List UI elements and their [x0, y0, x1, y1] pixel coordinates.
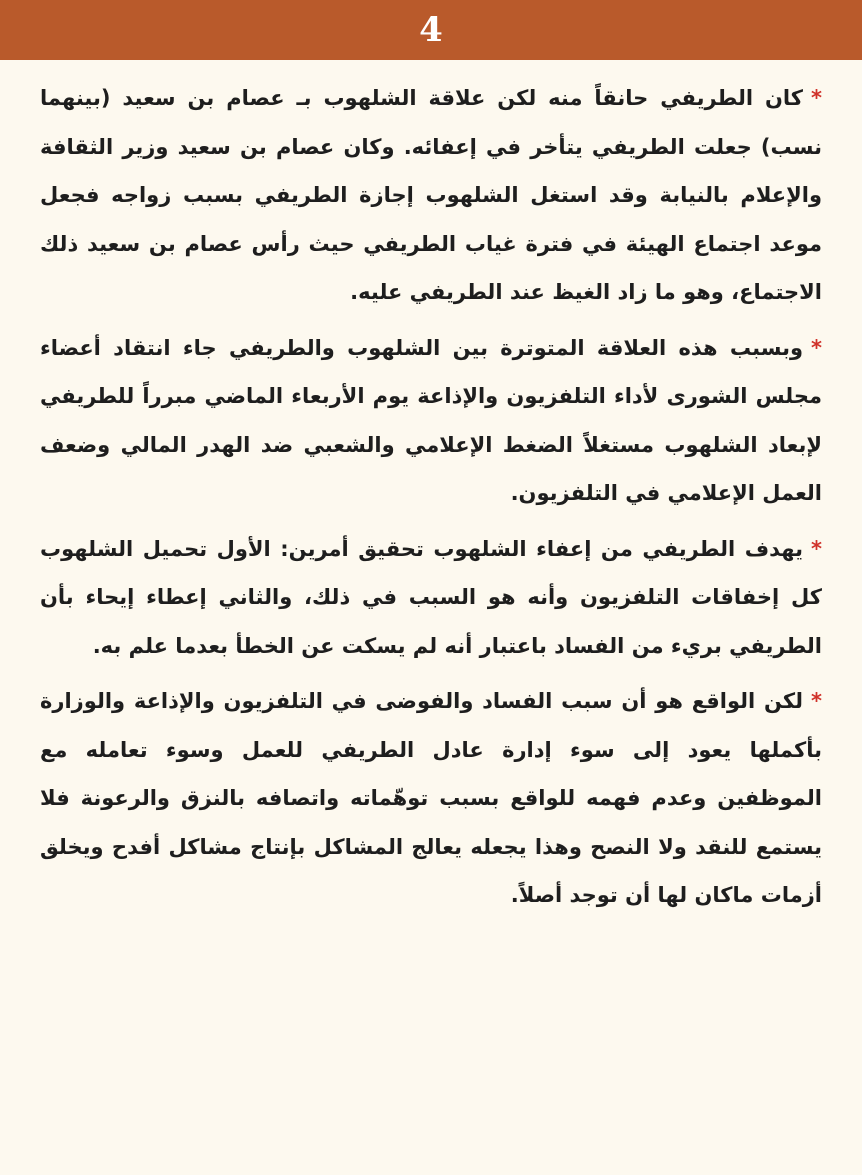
article-body	[0, 60, 862, 920]
bullet-marker: *	[811, 689, 822, 713]
page-header-bar	[0, 0, 862, 60]
bullet-marker: *	[811, 536, 822, 561]
paragraph-2	[40, 324, 822, 518]
paragraph-text: وبسبب هذه العلاقة المتوترة بين الشلهوب والطريفي جاء انتقاد أعضاء مجلس الشورى لأداء التلفزيون والإذاعة يوم الأربعاء الماضي مبرراً للطريفي لإبعاد الشلهوب مستغلاً الضغط الإعلامي والشعبي ضد الهدر المالي وضعف العمل الإعلامي في التلفزيون.	[40, 335, 822, 505]
bullet-marker: *	[811, 86, 822, 110]
paragraph-1	[40, 74, 822, 317]
paragraph-text: يهدف الطريفي من إعفاء الشلهوب تحقيق أمرين: الأول تحميل الشلهوب كل إخفاقات التلفزيون وأنه هو السبب في ذلك، والثاني إعطاء إيحاء بأن الطريفي بريء من الفساد باعتبار أنه لم يسكت عن الخطأ بعدما علم به.	[40, 536, 822, 658]
bullet-marker: *	[811, 335, 822, 360]
paragraph-4	[40, 677, 822, 920]
page-number: 4	[419, 10, 443, 50]
paragraph-text: كان الطريفي حانقاً منه لكن علاقة الشلهوب بـ عصام بن سعيد (بينهما نسب) جعلت الطريفي يتأخر في إعفائه. وكان عصام بن سعيد وزير الثقافة والإعلام بالنيابة وقد استغل الشلهوب إجازة الطريفي بسبب زواجه فجعل موعد اجتماع الهيئة في فترة غياب الطريفي حيث رأس عصام بن سعيد ذلك الاجتماع، وهو ما زاد الغيظ عند الطريفي عليه.	[40, 86, 822, 304]
paragraph-3	[40, 525, 822, 671]
paragraph-text: لكن الواقع هو أن سبب الفساد والفوضى في التلفزيون والإذاعة والوزارة بأكملها يعود إلى سوء إدارة عادل الطريفي للعمل وسوء تعامله مع الموظفين وعدم فهمه للواقع بسبب توهّماته واتصافه بالنزق والرعونة فلا يستمع للنقد ولا النصح وهذا يجعله يعالج المشاكل بإنتاج مشاكل أفدح ويخلق أزمات ماكان لها أن توجد أصلاً.	[40, 689, 822, 907]
